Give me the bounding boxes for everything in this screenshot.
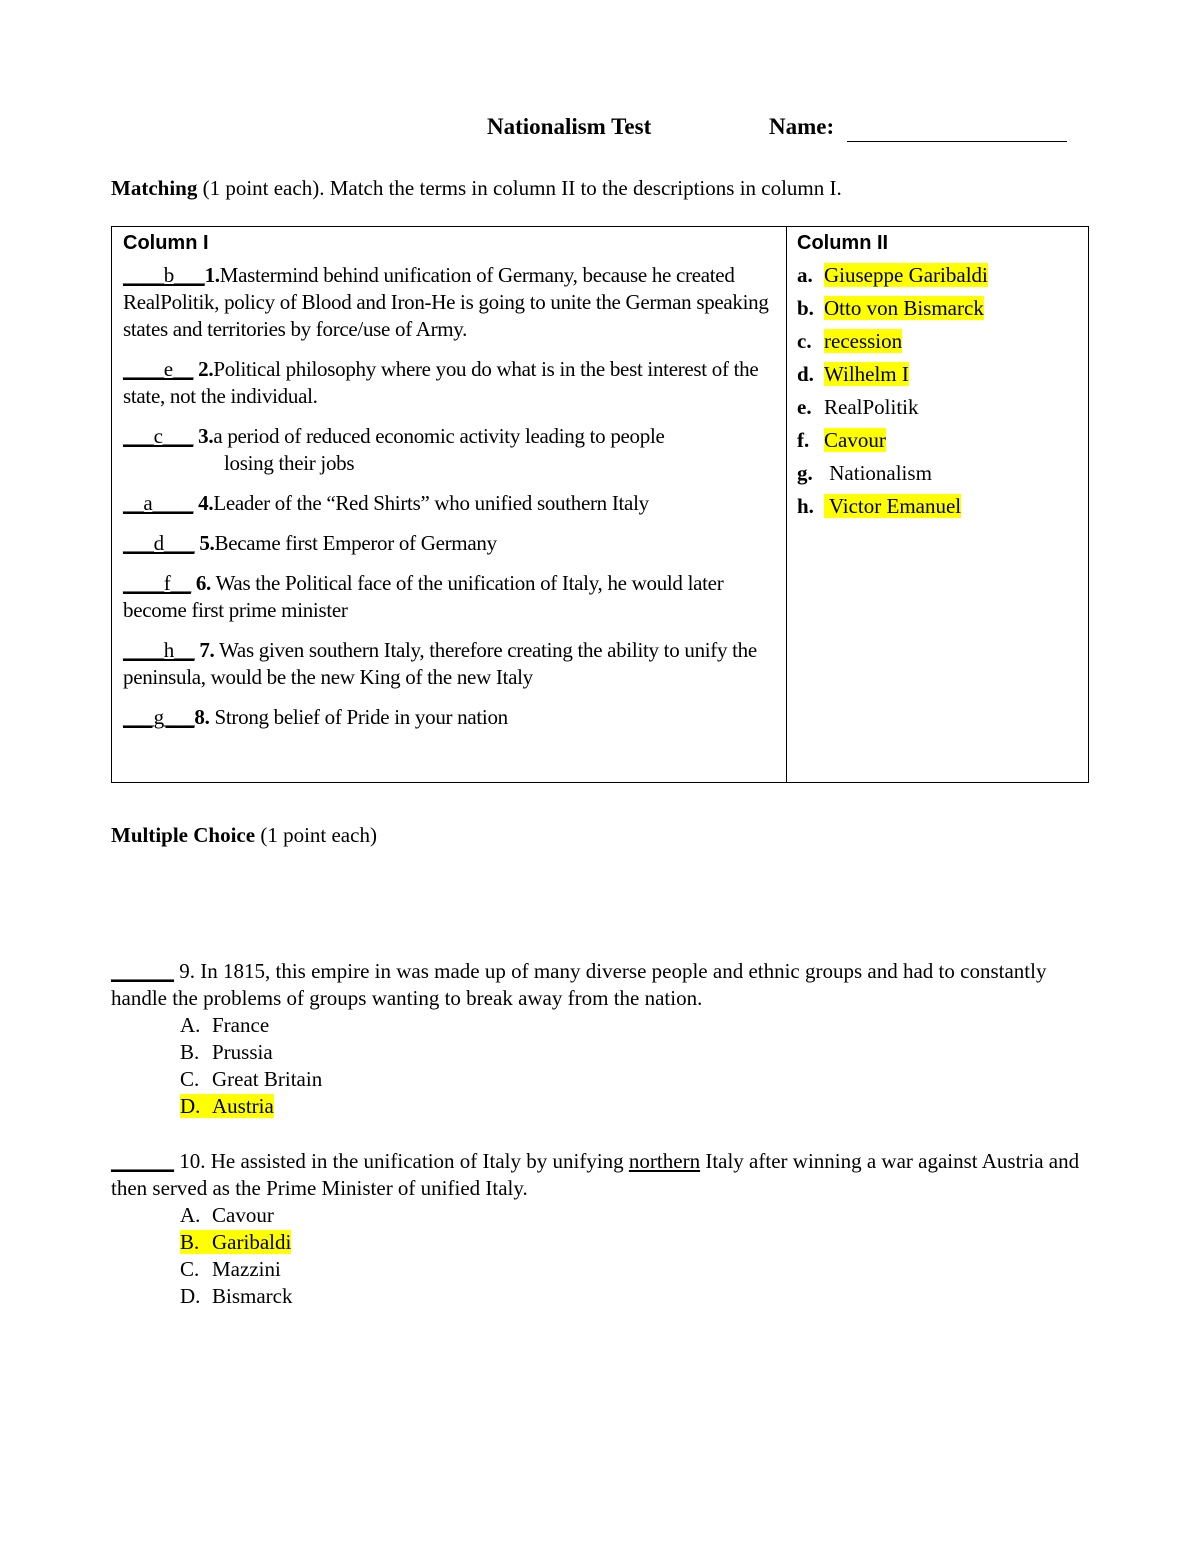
question-number: 8. [194, 705, 210, 729]
matching-option-list [797, 262, 1077, 526]
choice-content [180, 1284, 292, 1308]
matching-instructions [111, 176, 842, 201]
answer-blank[interactable]: ____b___ [123, 263, 205, 287]
matching-option [797, 262, 1077, 295]
choice-text: Bismarck [212, 1284, 293, 1308]
option-text: Otto von Bismarck [824, 296, 984, 320]
question-text: Was the Political face of the unification of Italy, he would later become first prime minister [123, 571, 724, 622]
matching-heading: Matching [111, 176, 198, 200]
matching-question [123, 570, 778, 624]
matching-question [123, 704, 778, 731]
question-number: 2. [193, 357, 214, 381]
choice-content [180, 1094, 274, 1118]
multiple-choice-header [111, 823, 377, 848]
option-text: Cavour [824, 428, 886, 452]
choice-content [180, 1203, 274, 1227]
choice-text: France [212, 1013, 270, 1037]
answer-choice[interactable] [180, 1066, 1086, 1093]
choice-text: Mazzini [212, 1257, 281, 1281]
matching-option [797, 361, 1077, 394]
option-letter: f. [797, 428, 810, 452]
answer-choice[interactable] [180, 1256, 1086, 1283]
matching-option [797, 394, 1077, 427]
mc-question-9 [111, 958, 1086, 1120]
choice-list [111, 1012, 1086, 1120]
question-number: 1. [204, 263, 220, 287]
choice-text: Great Britain [212, 1067, 323, 1091]
choice-text: Austria [212, 1094, 274, 1118]
answer-choice[interactable] [180, 1229, 1086, 1256]
column-2 [797, 227, 1077, 526]
question-number: 6. [190, 571, 212, 595]
question-text: Became first Emperor of Germany [214, 531, 497, 555]
answer-blank[interactable]: ____e__ [123, 357, 194, 381]
question-text: Leader of the “Red Shirts” who unified southern Italy [213, 491, 649, 515]
choice-content [180, 1067, 322, 1091]
mc-question-text [111, 958, 1086, 1012]
matching-option [797, 328, 1077, 361]
option-letter: b. [797, 296, 814, 320]
title-row [487, 114, 835, 140]
matching-question [123, 490, 778, 517]
column-1-header: Column I [123, 232, 209, 254]
question-text: a period of reduced economic activity leading to people [213, 424, 665, 448]
matching-question [123, 530, 778, 557]
matching-option [797, 460, 1077, 493]
name-label: Name: [769, 114, 835, 139]
page-title: Nationalism Test [487, 114, 652, 139]
answer-choice[interactable] [180, 1093, 1086, 1120]
option-text: recession [824, 329, 903, 353]
answer-blank[interactable]: ___c___ [123, 424, 194, 448]
matching-option [797, 427, 1077, 460]
option-letter: c. [797, 329, 812, 353]
name-blank-line[interactable] [847, 141, 1067, 142]
question-text-continued: losing their jobs [224, 451, 355, 475]
choice-text: Cavour [212, 1203, 274, 1227]
option-text: Giuseppe Garibaldi [824, 263, 988, 287]
option-letter: d. [797, 362, 814, 386]
matching-question [123, 262, 778, 343]
question-text: Political philosophy where you do what is in the best interest of the state, not the individual. [123, 357, 759, 408]
answer-blank[interactable]: ____h__ [123, 638, 195, 662]
question-number: 5. [194, 531, 215, 555]
column-1 [123, 227, 778, 744]
choice-letter: C. [180, 1257, 200, 1281]
question-number: 3. [193, 424, 214, 448]
answer-blank[interactable]: ______ [111, 959, 174, 983]
answer-choice[interactable] [180, 1202, 1086, 1229]
answer-blank[interactable]: ___g___ [123, 705, 195, 729]
option-text: Victor Emanuel [824, 494, 962, 518]
question-text: Strong belief of Pride in your nation [209, 705, 508, 729]
choice-list [111, 1202, 1086, 1310]
question-text-continued: Italy after winning a war against Austria and then served as the Prime Minister of unified Italy. [111, 1149, 1080, 1200]
underlined-word: northern [628, 1149, 701, 1173]
option-text: Nationalism [824, 461, 932, 485]
matching-instructions-text: (1 point each). Match the terms in column II to the descriptions in column I. [197, 176, 842, 200]
multiple-choice-heading: Multiple Choice [111, 823, 256, 847]
column-divider [786, 227, 787, 782]
answer-choice[interactable] [180, 1039, 1086, 1066]
choice-text: Garibaldi [212, 1230, 292, 1254]
mc-question-text [111, 1148, 1086, 1202]
multiple-choice-instructions: (1 point each) [255, 823, 377, 847]
choice-letter: D. [180, 1094, 201, 1118]
option-text: Wilhelm I [824, 362, 909, 386]
matching-question-list [123, 262, 778, 731]
matching-question [123, 423, 778, 477]
option-letter: e. [797, 395, 812, 419]
choice-letter: A. [180, 1013, 201, 1037]
answer-blank[interactable]: ___d___ [123, 531, 195, 555]
choice-content [180, 1257, 281, 1281]
choice-text: Prussia [212, 1040, 273, 1064]
choice-content [180, 1013, 269, 1037]
choice-content [180, 1040, 273, 1064]
matching-table [111, 226, 1089, 783]
choice-letter: C. [180, 1067, 200, 1091]
question-number: 7. [194, 638, 215, 662]
choice-letter: B. [180, 1040, 200, 1064]
option-letter: g. [797, 461, 813, 485]
choice-letter: A. [180, 1203, 201, 1227]
question-text: Was given southern Italy, therefore creating the ability to unify the peninsula, would be the new King of the new Italy [123, 638, 757, 689]
question-text: 10. He assisted in the unification of Italy by unifying [174, 1149, 629, 1173]
answer-choice[interactable] [180, 1283, 1086, 1310]
matching-option [797, 493, 1077, 526]
mc-question-10 [111, 1148, 1086, 1310]
question-text: 9. In 1815, this empire in was made up of many diverse people and ethnic groups and had to constantly handle the problems of groups wanting to break away from the nation. [111, 959, 1047, 1010]
matching-question [123, 356, 778, 410]
question-text: Mastermind behind unification of Germany, because he created RealPolitik, policy of Blood and Iron-He is going to unite the German speaking states and territories by force/use of Army. [123, 263, 769, 341]
option-letter: h. [797, 494, 814, 518]
answer-blank[interactable]: ______ [111, 1149, 174, 1173]
matching-question [123, 637, 778, 691]
answer-blank[interactable]: __a____ [123, 491, 194, 515]
question-number: 4. [193, 491, 214, 515]
answer-choice[interactable] [180, 1012, 1086, 1039]
choice-letter: B. [180, 1230, 200, 1254]
column-2-header: Column II [797, 232, 889, 254]
matching-option [797, 295, 1077, 328]
choice-content [180, 1230, 291, 1254]
answer-blank[interactable]: ____f__ [123, 571, 191, 595]
option-text: RealPolitik [824, 395, 919, 419]
option-letter: a. [797, 263, 813, 287]
choice-letter: D. [180, 1284, 201, 1308]
